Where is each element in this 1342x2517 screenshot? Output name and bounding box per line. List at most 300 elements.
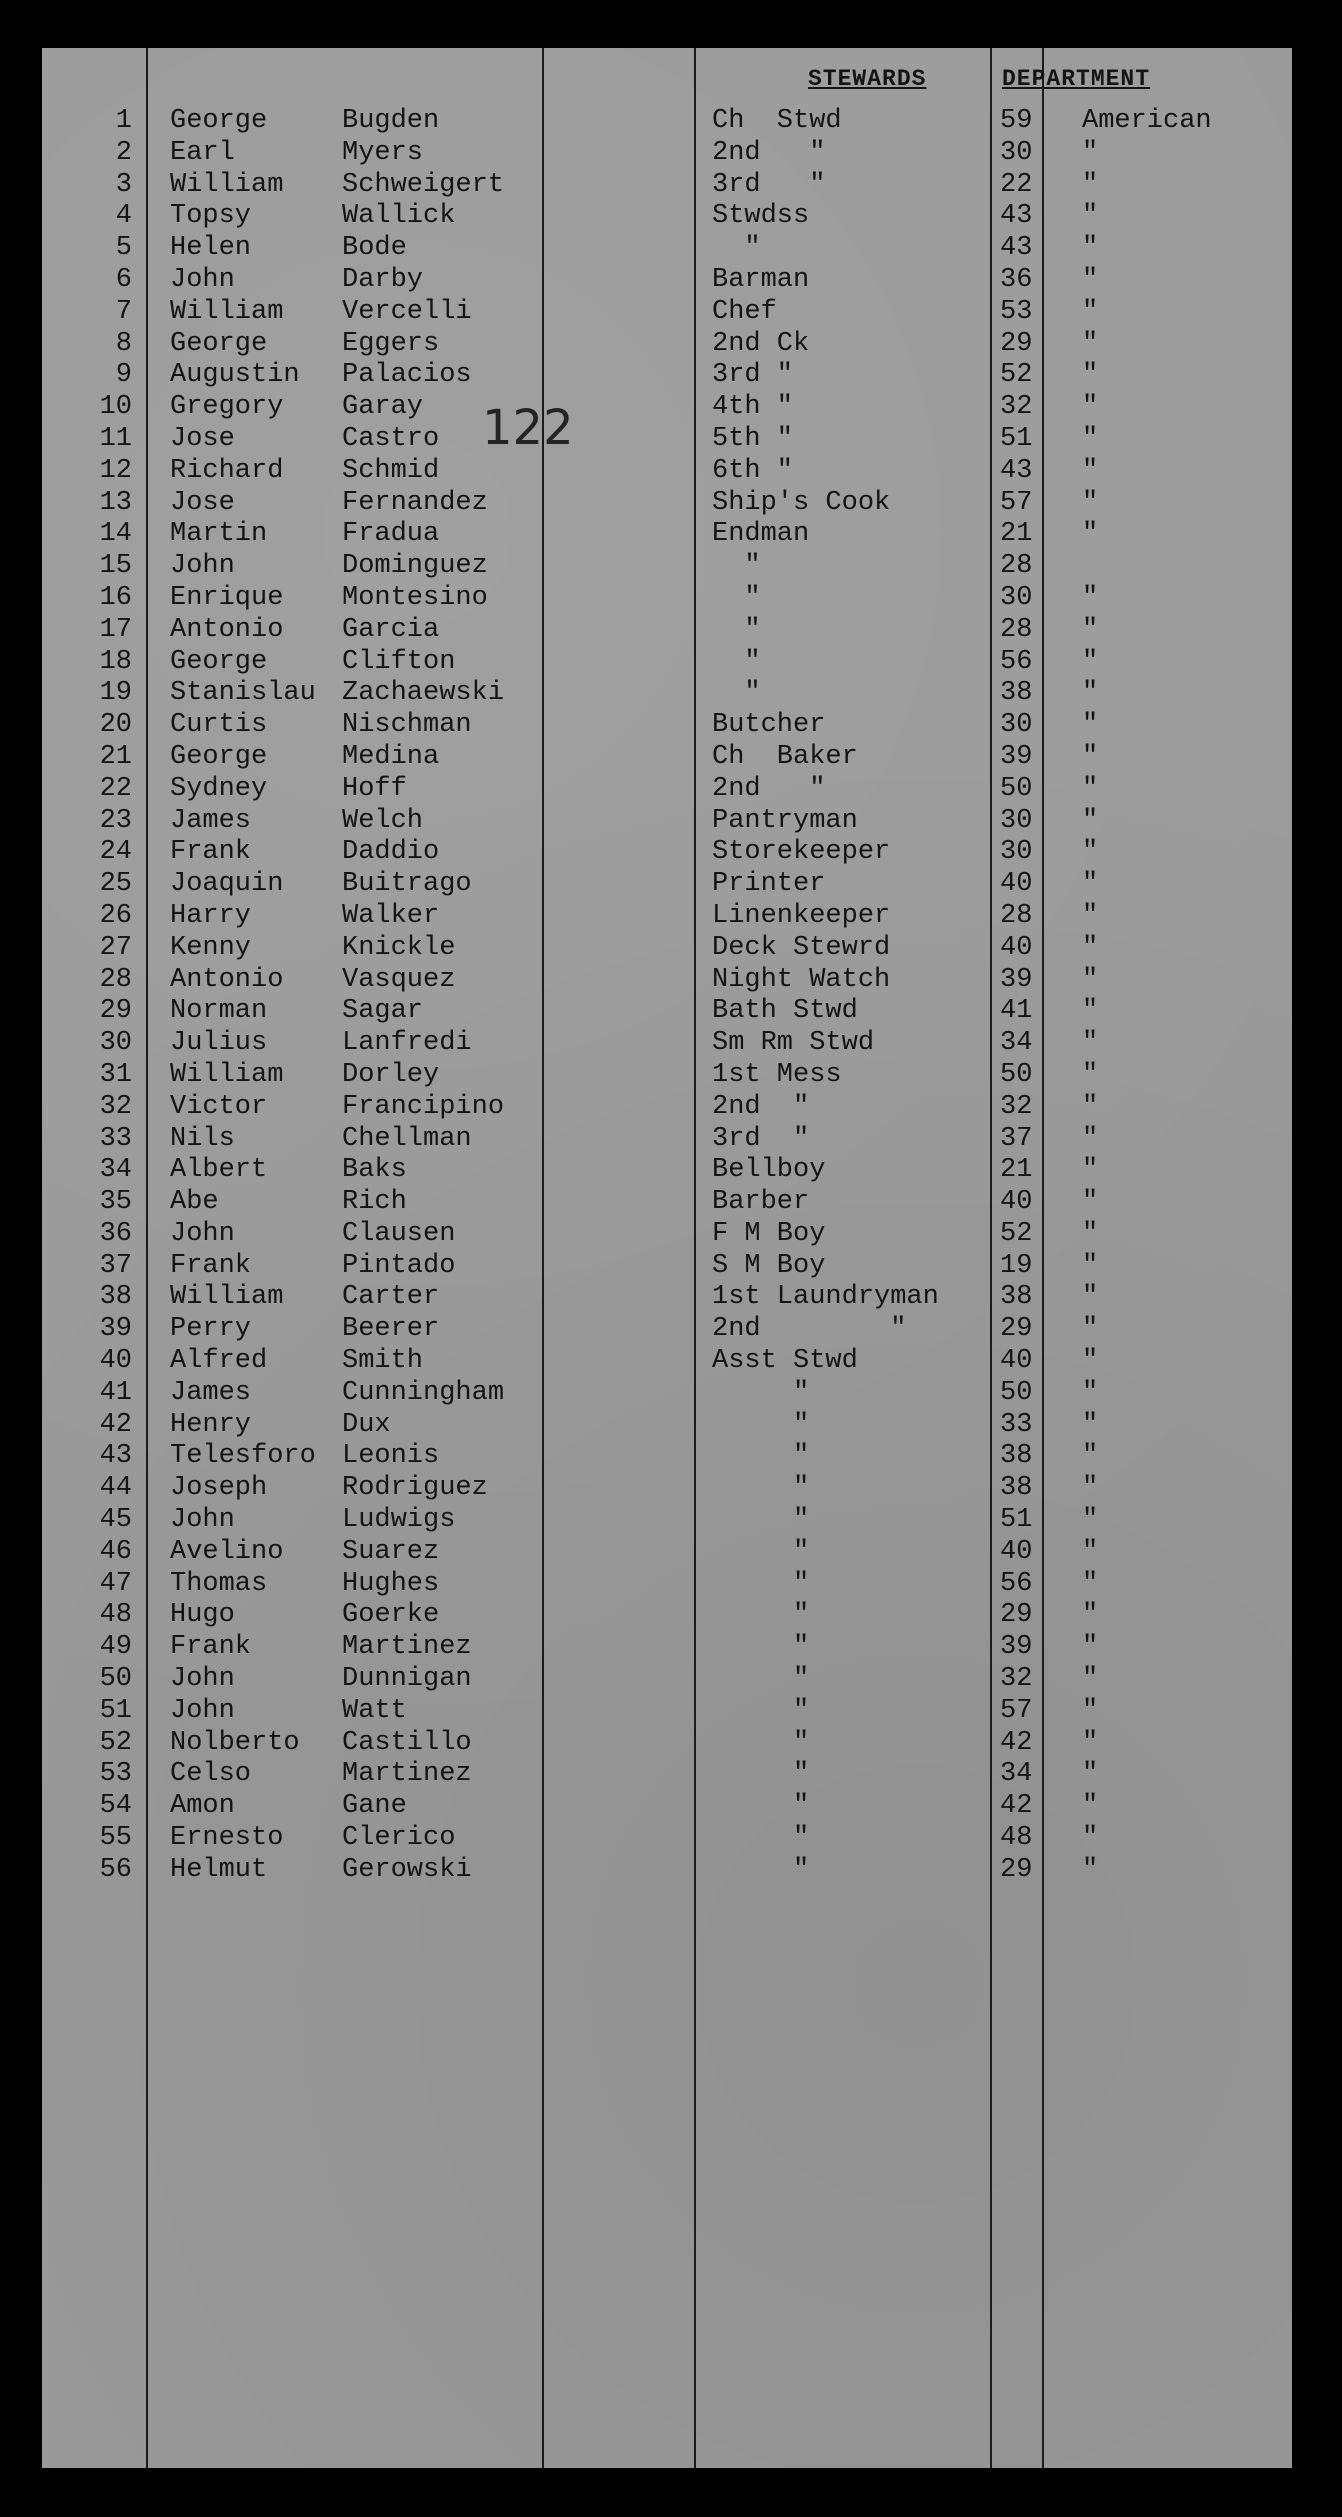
- crew-age: 19: [1000, 1250, 1033, 1281]
- crew-number: 15: [99, 551, 132, 582]
- crew-nationality: ": [1082, 996, 1099, 1027]
- crew-first-name: John: [170, 551, 235, 582]
- crew-number: 39: [99, 1314, 132, 1345]
- crew-age: 39: [1000, 964, 1033, 995]
- crew-nationality: ": [1082, 1536, 1099, 1567]
- crew-rating: ": [712, 1664, 810, 1695]
- crew-rating: Butcher: [712, 710, 826, 741]
- crew-last-name: Darby: [342, 264, 424, 295]
- crew-rating: ": [712, 1791, 810, 1822]
- crew-number: 52: [99, 1727, 132, 1758]
- crew-rating: 2nd ": [712, 137, 826, 168]
- crew-number: 50: [99, 1664, 132, 1695]
- crew-age: 40: [1000, 1187, 1033, 1218]
- crew-number: 41: [99, 1377, 132, 1408]
- crew-list: [42, 106, 1292, 1887]
- crew-first-name: Perry: [170, 1314, 252, 1345]
- crew-row: [42, 1092, 1292, 1124]
- crew-row: [42, 1441, 1292, 1473]
- crew-row: [42, 1759, 1292, 1791]
- crew-last-name: Clausen: [342, 1218, 456, 1249]
- crew-nationality: ": [1082, 805, 1099, 836]
- crew-first-name: Richard: [170, 455, 284, 486]
- crew-first-name: Enrique: [170, 582, 284, 613]
- crew-first-name: William: [170, 296, 284, 327]
- crew-rating: 2nd ": [712, 1091, 810, 1122]
- crew-row: [42, 1060, 1292, 1092]
- crew-row: [42, 1728, 1292, 1760]
- crew-row: [42, 996, 1292, 1028]
- crew-row: [42, 901, 1292, 933]
- crew-number: 46: [99, 1536, 132, 1567]
- crew-rating: ": [712, 1568, 810, 1599]
- crew-nationality: ": [1082, 264, 1099, 295]
- crew-row: [42, 360, 1292, 392]
- crew-first-name: Thomas: [170, 1568, 268, 1599]
- crew-nationality: ": [1082, 328, 1099, 359]
- crew-last-name: Schmid: [342, 455, 440, 486]
- crew-number: 6: [115, 264, 132, 295]
- crew-last-name: Sagar: [342, 996, 424, 1027]
- crew-first-name: Hugo: [170, 1600, 235, 1631]
- crew-age: 52: [1000, 360, 1033, 391]
- crew-nationality: ": [1082, 773, 1099, 804]
- crew-row: [42, 1251, 1292, 1283]
- crew-row: [42, 1664, 1292, 1696]
- crew-last-name: Clerico: [342, 1823, 456, 1854]
- crew-first-name: Sydney: [170, 773, 268, 804]
- crew-age: 56: [1000, 1568, 1033, 1599]
- crew-rating: ": [712, 1377, 810, 1408]
- crew-nationality: ": [1082, 614, 1099, 645]
- crew-first-name: Nils: [170, 1123, 235, 1154]
- crew-age: 30: [1000, 805, 1033, 836]
- crew-rating: Ship's Cook: [712, 487, 891, 518]
- crew-row: [42, 742, 1292, 774]
- crew-first-name: Curtis: [170, 710, 268, 741]
- crew-age: 36: [1000, 264, 1033, 295]
- crew-age: 48: [1000, 1823, 1033, 1854]
- crew-last-name: Dorley: [342, 1059, 440, 1090]
- crew-row: [42, 519, 1292, 551]
- crew-first-name: John: [170, 1695, 235, 1726]
- crew-number: 8: [115, 328, 132, 359]
- crew-number: 14: [99, 519, 132, 550]
- crew-last-name: Castro: [342, 423, 440, 454]
- crew-age: 50: [1000, 1377, 1033, 1408]
- crew-first-name: John: [170, 1505, 235, 1536]
- crew-rating: ": [712, 551, 761, 582]
- crew-rating: ": [712, 1473, 810, 1504]
- crew-age: 32: [1000, 1091, 1033, 1122]
- crew-last-name: Gane: [342, 1791, 407, 1822]
- crew-rating: ": [712, 678, 761, 709]
- crew-nationality: ": [1082, 964, 1099, 995]
- crew-nationality: ": [1082, 1505, 1099, 1536]
- crew-age: 30: [1000, 582, 1033, 613]
- crew-number: 5: [115, 233, 132, 264]
- crew-age: 29: [1000, 1854, 1033, 1885]
- crew-number: 38: [99, 1282, 132, 1313]
- crew-last-name: Bugden: [342, 106, 440, 136]
- crew-rating: ": [712, 1505, 810, 1536]
- crew-rating: 4th ": [712, 392, 794, 423]
- crew-age: 50: [1000, 773, 1033, 804]
- crew-nationality: American: [1082, 106, 1212, 136]
- crew-last-name: Ludwigs: [342, 1505, 456, 1536]
- crew-rating: Chef: [712, 296, 777, 327]
- crew-last-name: Hughes: [342, 1568, 440, 1599]
- crew-nationality: ": [1082, 1473, 1099, 1504]
- crew-row: [42, 1187, 1292, 1219]
- crew-nationality: ": [1082, 201, 1099, 232]
- crew-last-name: Walker: [342, 900, 440, 931]
- crew-age: 28: [1000, 551, 1033, 582]
- crew-rating: Ch Baker: [712, 741, 858, 772]
- crew-first-name: George: [170, 328, 268, 359]
- crew-nationality: ": [1082, 296, 1099, 327]
- crew-rating: Barman: [712, 264, 810, 295]
- crew-last-name: Nischman: [342, 710, 472, 741]
- crew-first-name: Nolberto: [170, 1727, 300, 1758]
- crew-rating: Bath Stwd: [712, 996, 858, 1027]
- crew-first-name: Avelino: [170, 1536, 284, 1567]
- crew-last-name: Schweigert: [342, 169, 505, 200]
- crew-nationality: ": [1082, 1314, 1099, 1345]
- crew-first-name: Telesforo: [170, 1441, 316, 1472]
- crew-last-name: Daddio: [342, 837, 440, 868]
- crew-nationality: ": [1082, 1091, 1099, 1122]
- crew-nationality: ": [1082, 455, 1099, 486]
- crew-first-name: Alfred: [170, 1346, 268, 1377]
- crew-number: 1: [115, 106, 132, 136]
- crew-last-name: Suarez: [342, 1536, 440, 1567]
- crew-first-name: Victor: [170, 1091, 268, 1122]
- crew-rating: 1st Mess: [712, 1059, 842, 1090]
- crew-rating: Endman: [712, 519, 810, 550]
- crew-first-name: George: [170, 106, 268, 136]
- crew-row: [42, 837, 1292, 869]
- crew-row: [42, 1696, 1292, 1728]
- crew-last-name: Leonis: [342, 1441, 440, 1472]
- crew-number: 35: [99, 1187, 132, 1218]
- crew-age: 56: [1000, 646, 1033, 677]
- crew-first-name: Harry: [170, 900, 252, 931]
- crew-rating: S M Boy: [712, 1250, 826, 1281]
- crew-first-name: Antonio: [170, 964, 284, 995]
- crew-nationality: ": [1082, 487, 1099, 518]
- crew-age: 28: [1000, 614, 1033, 645]
- crew-number: 42: [99, 1409, 132, 1440]
- crew-rating: 3rd ": [712, 169, 826, 200]
- crew-last-name: Gerowski: [342, 1854, 472, 1885]
- crew-age: 38: [1000, 678, 1033, 709]
- crew-first-name: William: [170, 1282, 284, 1313]
- crew-rating: 2nd ": [712, 773, 826, 804]
- crew-last-name: Rich: [342, 1187, 407, 1218]
- crew-first-name: Norman: [170, 996, 268, 1027]
- crew-row: [42, 1823, 1292, 1855]
- crew-age: 38: [1000, 1441, 1033, 1472]
- crew-age: 43: [1000, 201, 1033, 232]
- crew-row: [42, 297, 1292, 329]
- crew-last-name: Myers: [342, 137, 424, 168]
- crew-rating: ": [712, 646, 761, 677]
- crew-row: [42, 329, 1292, 361]
- crew-last-name: Medina: [342, 741, 440, 772]
- crew-rating: ": [712, 1409, 810, 1440]
- crew-nationality: ": [1082, 1155, 1099, 1186]
- crew-age: 51: [1000, 1505, 1033, 1536]
- crew-number: 40: [99, 1346, 132, 1377]
- crew-row: [42, 424, 1292, 456]
- crew-nationality: ": [1082, 646, 1099, 677]
- crew-last-name: Goerke: [342, 1600, 440, 1631]
- crew-age: 32: [1000, 1664, 1033, 1695]
- crew-nationality: ": [1082, 710, 1099, 741]
- crew-rating: Ch Stwd: [712, 106, 842, 136]
- crew-nationality: ": [1082, 1854, 1099, 1885]
- crew-age: 57: [1000, 1695, 1033, 1726]
- crew-first-name: Frank: [170, 837, 252, 868]
- crew-age: 29: [1000, 328, 1033, 359]
- crew-first-name: Ernesto: [170, 1823, 284, 1854]
- crew-number: 17: [99, 614, 132, 645]
- crew-row: [42, 1537, 1292, 1569]
- crew-row: [42, 456, 1292, 488]
- crew-age: 28: [1000, 900, 1033, 931]
- crew-row: [42, 1155, 1292, 1187]
- crew-number: 16: [99, 582, 132, 613]
- crew-last-name: Baks: [342, 1155, 407, 1186]
- crew-nationality: ": [1082, 1250, 1099, 1281]
- crew-row: [42, 488, 1292, 520]
- crew-number: 49: [99, 1632, 132, 1663]
- crew-row: [42, 106, 1292, 138]
- crew-age: 33: [1000, 1409, 1033, 1440]
- crew-last-name: Wallick: [342, 201, 456, 232]
- crew-number: 12: [99, 455, 132, 486]
- crew-age: 43: [1000, 455, 1033, 486]
- crew-last-name: Francipino: [342, 1091, 505, 1122]
- crew-nationality: ": [1082, 1346, 1099, 1377]
- crew-row: [42, 1378, 1292, 1410]
- crew-number: 20: [99, 710, 132, 741]
- crew-last-name: Vercelli: [342, 296, 472, 327]
- crew-rating: ": [712, 582, 761, 613]
- crew-nationality: ": [1082, 1791, 1099, 1822]
- crew-age: 40: [1000, 932, 1033, 963]
- crew-nationality: ": [1082, 1409, 1099, 1440]
- crew-last-name: Watt: [342, 1695, 407, 1726]
- crew-row: [42, 647, 1292, 679]
- crew-number: 51: [99, 1695, 132, 1726]
- crew-number: 44: [99, 1473, 132, 1504]
- crew-row: [42, 1028, 1292, 1060]
- crew-number: 11: [99, 423, 132, 454]
- crew-nationality: ": [1082, 1695, 1099, 1726]
- crew-rating: Stwdss: [712, 201, 810, 232]
- crew-age: 41: [1000, 996, 1033, 1027]
- crew-row: [42, 138, 1292, 170]
- crew-last-name: Buitrago: [342, 869, 472, 900]
- crew-last-name: Carter: [342, 1282, 440, 1313]
- crew-number: 7: [115, 296, 132, 327]
- crew-rating: 3rd ": [712, 360, 794, 391]
- crew-rating: ": [712, 1632, 810, 1663]
- crew-age: 51: [1000, 423, 1033, 454]
- crew-nationality: ": [1082, 837, 1099, 868]
- crew-rating: F M Boy: [712, 1218, 826, 1249]
- crew-age: 21: [1000, 519, 1033, 550]
- crew-number: 22: [99, 773, 132, 804]
- crew-age: 52: [1000, 1218, 1033, 1249]
- crew-nationality: ": [1082, 1282, 1099, 1313]
- crew-first-name: Jose: [170, 423, 235, 454]
- crew-last-name: Lanfredi: [342, 1028, 472, 1059]
- crew-last-name: Hoff: [342, 773, 407, 804]
- crew-age: 21: [1000, 1155, 1033, 1186]
- crew-first-name: Abe: [170, 1187, 219, 1218]
- crew-row: [42, 774, 1292, 806]
- crew-row: [42, 170, 1292, 202]
- crew-first-name: James: [170, 1377, 252, 1408]
- crew-rating: ": [712, 1600, 810, 1631]
- crew-first-name: William: [170, 169, 284, 200]
- department-header-department: DEPARTMENT: [1002, 66, 1151, 92]
- crew-number: 43: [99, 1441, 132, 1472]
- crew-nationality: ": [1082, 582, 1099, 613]
- crew-number: 23: [99, 805, 132, 836]
- crew-first-name: Julius: [170, 1028, 268, 1059]
- crew-rating: Deck Stewrd: [712, 932, 891, 963]
- crew-nationality: ": [1082, 1187, 1099, 1218]
- crew-nationality: ": [1082, 1632, 1099, 1663]
- crew-nationality: ": [1082, 137, 1099, 168]
- crew-age: 43: [1000, 233, 1033, 264]
- crew-number: 29: [99, 996, 132, 1027]
- crew-last-name: Montesino: [342, 582, 488, 613]
- crew-row: [42, 265, 1292, 297]
- crew-last-name: Chellman: [342, 1123, 472, 1154]
- crew-number: 28: [99, 964, 132, 995]
- crew-last-name: Martinez: [342, 1632, 472, 1663]
- crew-rating: 2nd ": [712, 1314, 907, 1345]
- crew-rating: ": [712, 1759, 810, 1790]
- crew-age: 39: [1000, 741, 1033, 772]
- crew-first-name: Joseph: [170, 1473, 268, 1504]
- crew-first-name: Joaquin: [170, 869, 284, 900]
- crew-age: 30: [1000, 137, 1033, 168]
- crew-row: [42, 1600, 1292, 1632]
- crew-nationality: ": [1082, 932, 1099, 963]
- crew-last-name: Bode: [342, 233, 407, 264]
- crew-number: 10: [99, 392, 132, 423]
- crew-number: 56: [99, 1854, 132, 1885]
- crew-nationality: ": [1082, 1377, 1099, 1408]
- crew-rating: Printer: [712, 869, 826, 900]
- crew-rating: Bellboy: [712, 1155, 826, 1186]
- crew-row: [42, 1791, 1292, 1823]
- crew-number: 32: [99, 1091, 132, 1122]
- crew-number: 48: [99, 1600, 132, 1631]
- crew-row: [42, 1219, 1292, 1251]
- crew-number: 2: [115, 137, 132, 168]
- crew-age: 39: [1000, 1632, 1033, 1663]
- crew-age: 42: [1000, 1727, 1033, 1758]
- crew-nationality: ": [1082, 233, 1099, 264]
- crew-last-name: Fernandez: [342, 487, 488, 518]
- crew-nationality: ": [1082, 423, 1099, 454]
- crew-nationality: ": [1082, 1441, 1099, 1472]
- crew-number: 21: [99, 741, 132, 772]
- page-number: 122: [482, 400, 574, 456]
- crew-last-name: Martinez: [342, 1759, 472, 1790]
- crew-first-name: Henry: [170, 1409, 252, 1440]
- crew-rating: Night Watch: [712, 964, 891, 995]
- crew-nationality: ": [1082, 1123, 1099, 1154]
- crew-nationality: ": [1082, 169, 1099, 200]
- crew-row: [42, 201, 1292, 233]
- crew-nationality: ": [1082, 1600, 1099, 1631]
- crew-age: 38: [1000, 1282, 1033, 1313]
- crew-row: [42, 965, 1292, 997]
- crew-age: 57: [1000, 487, 1033, 518]
- crew-row: [42, 583, 1292, 615]
- crew-nationality: ": [1082, 360, 1099, 391]
- crew-nationality: ": [1082, 1664, 1099, 1695]
- crew-rating: 5th ": [712, 423, 794, 454]
- crew-rating: ": [712, 1823, 810, 1854]
- crew-first-name: Earl: [170, 137, 235, 168]
- crew-row: [42, 933, 1292, 965]
- crew-first-name: Amon: [170, 1791, 235, 1822]
- crew-row: [42, 1282, 1292, 1314]
- crew-number: 37: [99, 1250, 132, 1281]
- crew-first-name: Antonio: [170, 614, 284, 645]
- crew-first-name: George: [170, 646, 268, 677]
- crew-age: 34: [1000, 1759, 1033, 1790]
- crew-row: [42, 392, 1292, 424]
- crew-number: 3: [115, 169, 132, 200]
- crew-row: [42, 806, 1292, 838]
- crew-last-name: Eggers: [342, 328, 440, 359]
- crew-number: 26: [99, 900, 132, 931]
- crew-number: 34: [99, 1155, 132, 1186]
- crew-first-name: John: [170, 1218, 235, 1249]
- crew-row: [42, 1346, 1292, 1378]
- crew-row: [42, 1505, 1292, 1537]
- crew-row: [42, 1473, 1292, 1505]
- crew-last-name: Welch: [342, 805, 424, 836]
- crew-rating: ": [712, 1727, 810, 1758]
- crew-nationality: ": [1082, 869, 1099, 900]
- crew-first-name: George: [170, 741, 268, 772]
- crew-age: 53: [1000, 296, 1033, 327]
- crew-first-name: William: [170, 1059, 284, 1090]
- crew-last-name: Dominguez: [342, 551, 488, 582]
- crew-nationality: ": [1082, 900, 1099, 931]
- crew-number: 19: [99, 678, 132, 709]
- crew-rating: 6th ": [712, 455, 794, 486]
- crew-number: 53: [99, 1759, 132, 1790]
- crew-last-name: Clifton: [342, 646, 456, 677]
- crew-rating: Linenkeeper: [712, 900, 891, 931]
- crew-last-name: Vasquez: [342, 964, 456, 995]
- crew-age: 59: [1000, 106, 1033, 136]
- crew-age: 32: [1000, 392, 1033, 423]
- crew-nationality: ": [1082, 1568, 1099, 1599]
